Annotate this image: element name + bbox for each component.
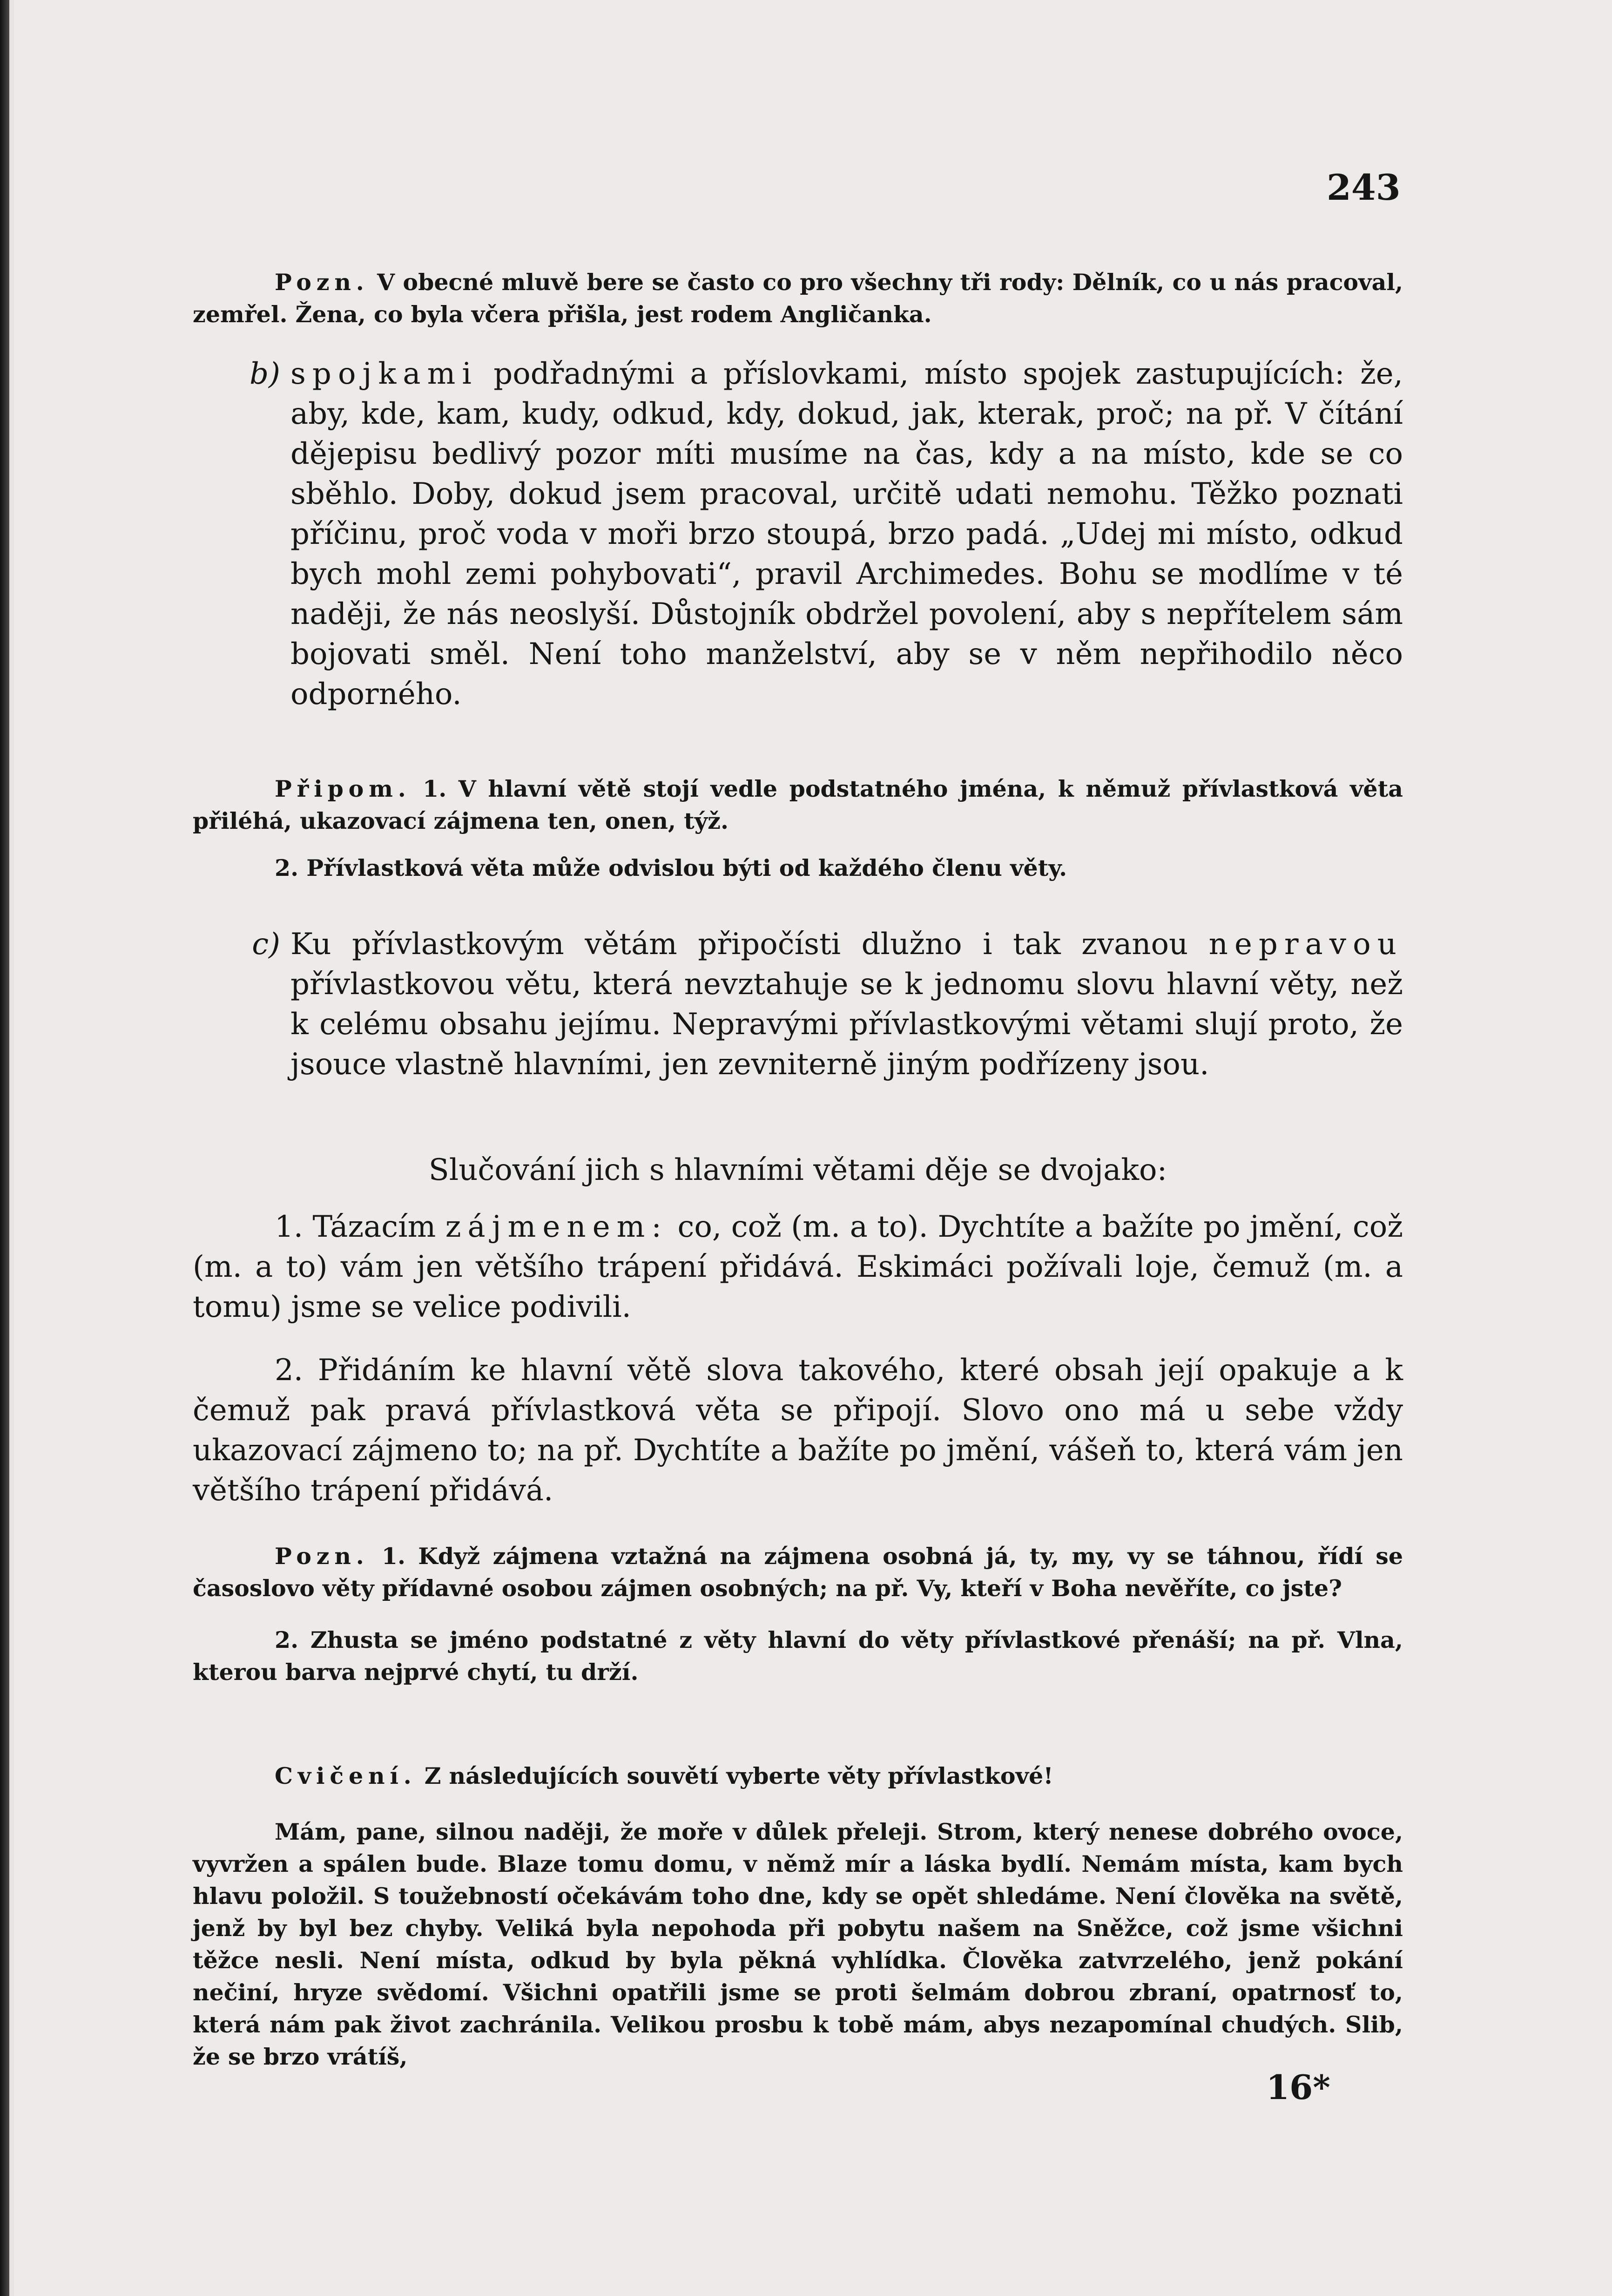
point-2 [193,1350,1403,1510]
note-2 [193,1540,1403,1688]
exercise-body [193,1816,1403,2073]
merge-heading: Slučování jich s hlavními větami děje se dvojako: [428,1153,1167,1187]
signature-mark: 16* [1266,2067,1330,2107]
pripom-item-2: 2. Přívlastková věta může odvislou býti od každého členu věty. [275,854,1067,881]
section-b-label: b) [250,357,280,391]
section-c-label: c) [252,927,280,962]
section-c-text-b: přívlastkovou větu, která nevztahuje se k jednomu slovu hlavní věty, než k celému obsahu jejímu. Nepravými přívlastkovými větami slují proto, že jsouce vlastně hlavními, jen zevniterně jiným podřízeny jsou. [290,967,1403,1082]
section-c-text-a: Ku přívlastkovým větám připočísti dlužno i tak zvanou [290,927,1188,962]
section-c-lead: nepravou [1208,927,1403,962]
section-b-lead: spojkami [290,357,478,391]
note-text: V obecné mluvě bere se často co pro všechny tři rody: Dělník, co u nás pracoval, zemřel. Žena, co byla včera přišla, jest rodem Angličanka. [193,269,1403,328]
point-1-num: 1. Tázacím [275,1210,436,1244]
exercise-title: Z následujících souvětí vyberte věty přívlastkové! [424,1762,1053,1789]
pripom-label: Připom. [275,775,411,802]
note-2-item-2: 2. Zhusta se jméno podstatné z věty hlavní do věty přívlastkové přenáší; na př. Vlna, kterou barva nejprvé chytí, tu drží. [193,1626,1403,1686]
section-b-text: podřadnými a příslovkami, místo spojek zastupujících: že, aby, kde, kam, kudy, odkud, kdy, dokud, jak, kterak, proč; na př. V čítání dějepisu bedlivý pozor míti musíme na čas, kdy a na místo, kde se co sběhlo. Doby, dokud jsem pracoval, určitě udati nemohu. Těžko poznati příčinu, proč voda v moři brzo stoupá, brzo padá. „Udej mi místo, odkud bych mohl zemi pohybovati“, pravil Archimedes. Bohu se modlíme v té naději, že nás neoslyší. Důstojník obdržel povolení, aby s nepřítelem sám bojovati směl. Není toho manželství, aby se v něm nepřihodilo něco odporného. [290,357,1403,711]
binding-edge [0,0,9,2296]
note-top [193,266,1403,331]
point-2-text: 2. Přidáním ke hlavní větě slova takového, které obsah její opakuje a k čemuž pak pravá přívlastková věta se připojí. Slovo ono má u sebe vždy ukazovací zájmeno to; na př. Dychtíte a bažíte po jmění, vášeň to, která vám jen většího trápení přidává. [193,1353,1403,1508]
section-b [193,354,1403,714]
note-2-label: Pozn. [275,1543,369,1570]
section-c [193,924,1403,1084]
point-1-lead: zájmenem: [445,1210,668,1244]
pripom-block [193,773,1403,884]
point-1 [193,1207,1403,1327]
exercise-label: Cvičení. [275,1762,417,1789]
point-1-text: co, což (m. a to). Dychtíte a bažíte po jmění, což (m. a to) vám jen většího trápení přidává. Eskimáci požívali loje, čemuž (m. a tomu) jsme se velice podivili. [193,1210,1403,1324]
exercise-heading [193,1760,1403,1792]
note-label: Pozn. [275,269,369,296]
note-2-item-1: 1. Když zájmena vztažná na zájmena osobná já, ty, my, vy se táhnou, řídí se časoslovo věty přídavné osobou zájmen osobných; na př. Vy, kteří v Boha nevěříte, co jste? [193,1543,1403,1602]
pripom-item-1: 1. V hlavní větě stojí vedle podstatného jména, k němuž přívlastková věta přiléhá, ukazovací zájmena ten, onen, týž. [193,775,1403,834]
page-number: 243 [1327,167,1401,208]
exercise-text: Mám, pane, silnou naději, že moře v důlek přeleji. Strom, který nenese dobrého ovoce, vyvržen a spálen bude. Blaze tomu domu, v němž mír a láska bydlí. Nemám místa, kam bych hlavu položil. S toužebností očekávám toho dne, kdy se opět shledáme. Není člověka na světě, jenž by byl bez chyby. Veliká byla nepohoda při pobytu našem na Sněžce, což jsme všichni těžce nesli. Není místa, odkud by byla pěkná vyhlídka. Člověka zatvrzelého, jenž pokání nečiní, hryze svědomí. Všichni opatřili jsme se proti šelmám dobrou zbraní, opatrnosť to, která nám pak život zachránila. Velikou prosbu k tobě mám, abys nezapomínal chudých. Slib, že se brzo vrátíš, [193,1818,1403,2070]
book-page [14,0,1612,2296]
